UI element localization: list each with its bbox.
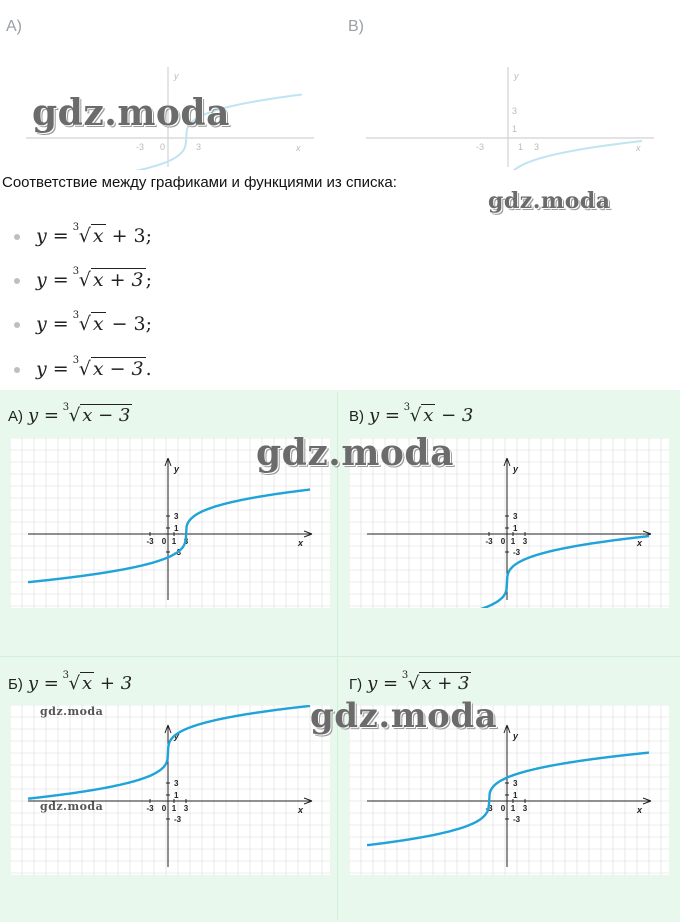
tick-label: -3	[174, 548, 182, 557]
y-axis-label: y	[513, 464, 519, 474]
answer-g-label: Г) y = 3 √ x + 3	[349, 670, 470, 694]
tick-label: 1	[518, 142, 524, 152]
y-axis-label: y	[174, 71, 179, 81]
curve	[508, 141, 642, 170]
tick-label: 3	[522, 537, 528, 546]
tick-label: 3	[183, 804, 189, 813]
tick-label: 3	[513, 779, 518, 788]
answer-b-label: Б) y = 3 √ x + 3	[8, 670, 133, 694]
tick-label: -3	[146, 537, 154, 546]
y-axis-label: y	[174, 464, 180, 474]
tick-label: 0	[500, 804, 506, 813]
answer-a-label: А) y = 3 √ x − 3	[8, 402, 131, 426]
watermark: gdz.moda	[32, 92, 230, 134]
answer-plot-b	[10, 705, 330, 875]
answer-v-label: В) y = 3 √ x − 3	[349, 402, 474, 426]
divider	[0, 656, 680, 657]
x-axis-label: x	[637, 805, 643, 815]
tick-label: 3	[174, 512, 179, 521]
tick-label: 3	[534, 142, 540, 152]
tick-label: 1	[510, 804, 516, 813]
question-graph-v	[366, 67, 654, 170]
watermark: gdz.moda	[488, 188, 611, 214]
tick-label: -3	[485, 804, 493, 813]
tick-label: 0	[160, 142, 166, 152]
tick-label: 3	[512, 106, 518, 116]
y-axis-label: y	[514, 71, 519, 81]
task-text: Соответствие между графиками и функциями из списка:	[2, 174, 397, 191]
tick-label: -3	[513, 548, 521, 557]
tick-label: -3	[513, 815, 521, 824]
tick-label: -3	[485, 537, 493, 546]
bullet-icon	[14, 367, 20, 373]
watermark: gdz.moda	[310, 696, 498, 736]
tick-label: 1	[513, 791, 518, 800]
watermark: gdz.moda	[256, 432, 454, 474]
x-axis-label: x	[298, 805, 304, 815]
tick-label: 1	[174, 524, 179, 533]
tick-label: -3	[146, 804, 154, 813]
tick-label: 1	[171, 537, 177, 546]
tick-label: -3	[174, 815, 182, 824]
x-axis-label: x	[298, 538, 304, 548]
x-axis-label: x	[637, 538, 643, 548]
y-axis-label: y	[513, 731, 519, 741]
watermark: gdz.moda	[40, 705, 104, 718]
bullet-icon	[14, 278, 20, 284]
tick-label: 3	[183, 537, 189, 546]
x-axis-label: x	[296, 143, 301, 153]
bullet-icon	[14, 234, 20, 240]
bullet-icon	[14, 322, 20, 328]
tick-label: 0	[161, 804, 167, 813]
tick-label: -3	[136, 142, 145, 152]
tick-label: 1	[513, 524, 518, 533]
graph-v-label: В)	[348, 18, 364, 35]
tick-label: 1	[512, 124, 518, 134]
graph-a-label: А)	[6, 18, 22, 35]
tick-label: 3	[174, 779, 179, 788]
tick-label: 3	[196, 142, 202, 152]
tick-label: 1	[174, 791, 179, 800]
y-axis-label: y	[174, 731, 180, 741]
x-axis-label: x	[636, 143, 641, 153]
tick-label: 1	[510, 537, 516, 546]
list-item: y = 3 √ x + 3 ;	[14, 269, 152, 297]
tick-label: 0	[161, 537, 167, 546]
list-item: y = 3 √ x − 3 .	[14, 358, 152, 386]
tick-label: 3	[513, 512, 518, 521]
tick-label: 0	[500, 537, 506, 546]
tick-label: -3	[476, 142, 485, 152]
watermark: gdz.moda	[40, 800, 104, 813]
tick-label: 3	[522, 804, 528, 813]
list-item: y = 3 √ x + 3;	[14, 225, 152, 253]
list-item: y = 3 √ x − 3;	[14, 313, 152, 341]
tick-label: 1	[171, 804, 177, 813]
